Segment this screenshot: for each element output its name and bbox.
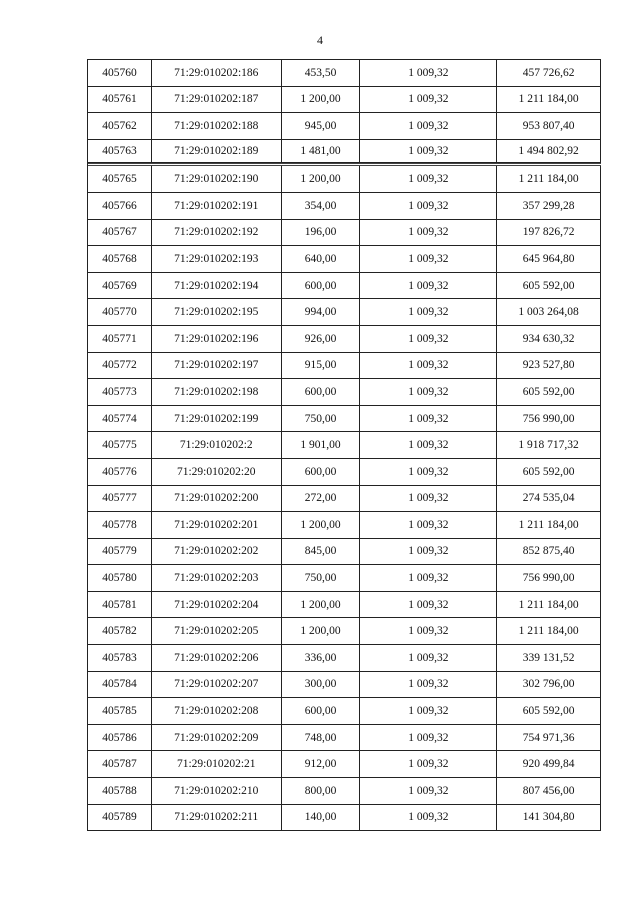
cell-value: 605 592,00: [497, 379, 601, 406]
cell-value: 1 211 184,00: [497, 166, 601, 193]
table-row: [88, 140, 601, 167]
cell-value: 923 527,80: [497, 353, 601, 380]
table-row: [88, 299, 601, 326]
cell-rate: 1 009,32: [360, 113, 497, 140]
cell-rate: 1 009,32: [360, 725, 497, 752]
cell-value: 1 211 184,00: [497, 592, 601, 619]
cell-value: 605 592,00: [497, 459, 601, 486]
cell-id: 405789: [88, 805, 152, 832]
cell-id: 405780: [88, 565, 152, 592]
cell-value: 756 990,00: [497, 565, 601, 592]
cell-cadastral-number: 71:29:010202:201: [152, 512, 282, 539]
cell-id: 405784: [88, 672, 152, 699]
cell-cadastral-number: 71:29:010202:200: [152, 486, 282, 513]
cell-rate: 1 009,32: [360, 778, 497, 805]
cell-id: 405788: [88, 778, 152, 805]
cell-id: 405785: [88, 698, 152, 725]
cell-id: 405775: [88, 432, 152, 459]
cell-value: 141 304,80: [497, 805, 601, 832]
cell-rate: 1 009,32: [360, 166, 497, 193]
cell-rate: 1 009,32: [360, 60, 497, 87]
cell-value: 645 964,80: [497, 246, 601, 273]
cell-area: 912,00: [282, 751, 361, 778]
table-row: [88, 246, 601, 273]
cell-rate: 1 009,32: [360, 539, 497, 566]
page-number: 4: [317, 33, 323, 47]
cell-rate: 1 009,32: [360, 87, 497, 114]
cell-area: 600,00: [282, 698, 361, 725]
cell-area: 272,00: [282, 486, 361, 513]
cell-value: 605 592,00: [497, 698, 601, 725]
cell-area: 453,50: [282, 60, 361, 87]
cell-id: 405766: [88, 193, 152, 220]
cell-cadastral-number: 71:29:010202:188: [152, 113, 282, 140]
cell-rate: 1 009,32: [360, 220, 497, 247]
table-row: [88, 672, 601, 699]
cell-value: 274 535,04: [497, 486, 601, 513]
cell-rate: 1 009,32: [360, 645, 497, 672]
table-row: [88, 326, 601, 353]
cell-cadastral-number: 71:29:010202:211: [152, 805, 282, 832]
cell-area: 600,00: [282, 459, 361, 486]
table-row: [88, 166, 601, 193]
table-row: [88, 725, 601, 752]
table-row: [88, 406, 601, 433]
cell-value: 1 211 184,00: [497, 87, 601, 114]
cell-rate: 1 009,32: [360, 486, 497, 513]
cell-id: 405771: [88, 326, 152, 353]
cell-value: 605 592,00: [497, 273, 601, 300]
cell-cadastral-number: 71:29:010202:198: [152, 379, 282, 406]
cell-id: 405786: [88, 725, 152, 752]
cell-cadastral-number: 71:29:010202:192: [152, 220, 282, 247]
data-table: [87, 59, 601, 831]
cell-area: 748,00: [282, 725, 361, 752]
table-row: [88, 565, 601, 592]
cell-value: 1 211 184,00: [497, 618, 601, 645]
cell-area: 1 200,00: [282, 512, 361, 539]
table-row: [88, 486, 601, 513]
cell-rate: 1 009,32: [360, 592, 497, 619]
cell-rate: 1 009,32: [360, 432, 497, 459]
cell-area: 915,00: [282, 353, 361, 380]
cell-id: 405778: [88, 512, 152, 539]
cell-value: 1 211 184,00: [497, 512, 601, 539]
cell-rate: 1 009,32: [360, 698, 497, 725]
cell-cadastral-number: 71:29:010202:204: [152, 592, 282, 619]
cell-id: 405777: [88, 486, 152, 513]
cell-value: 302 796,00: [497, 672, 601, 699]
cell-value: 1 003 264,08: [497, 299, 601, 326]
cell-value: 756 990,00: [497, 406, 601, 433]
cell-cadastral-number: 71:29:010202:207: [152, 672, 282, 699]
cell-rate: 1 009,32: [360, 565, 497, 592]
table-row: [88, 193, 601, 220]
cell-id: 405773: [88, 379, 152, 406]
cell-rate: 1 009,32: [360, 751, 497, 778]
table-row: [88, 618, 601, 645]
table-row: [88, 805, 601, 832]
cell-cadastral-number: 71:29:010202:202: [152, 539, 282, 566]
cell-id: 405762: [88, 113, 152, 140]
cell-area: 354,00: [282, 193, 361, 220]
table-row: [88, 751, 601, 778]
cell-value: 1 918 717,32: [497, 432, 601, 459]
cell-rate: 1 009,32: [360, 805, 497, 832]
cell-area: 1 200,00: [282, 166, 361, 193]
table-row: [88, 273, 601, 300]
table-row: [88, 645, 601, 672]
cell-value: 754 971,36: [497, 725, 601, 752]
cell-rate: 1 009,32: [360, 672, 497, 699]
cell-cadastral-number: 71:29:010202:194: [152, 273, 282, 300]
cell-value: 357 299,28: [497, 193, 601, 220]
cell-value: 1 494 802,92: [497, 140, 601, 164]
cell-id: 405776: [88, 459, 152, 486]
cell-area: 945,00: [282, 113, 361, 140]
table-row: [88, 60, 601, 87]
cell-cadastral-number: 71:29:010202:195: [152, 299, 282, 326]
cell-id: 405770: [88, 299, 152, 326]
cell-value: 934 630,32: [497, 326, 601, 353]
cell-cadastral-number: 71:29:010202:190: [152, 166, 282, 193]
table-row: [88, 379, 601, 406]
cell-cadastral-number: 71:29:010202:197: [152, 353, 282, 380]
cell-area: 926,00: [282, 326, 361, 353]
cell-rate: 1 009,32: [360, 299, 497, 326]
cell-area: 1 200,00: [282, 618, 361, 645]
cell-value: 852 875,40: [497, 539, 601, 566]
cell-cadastral-number: 71:29:010202:189: [152, 140, 282, 164]
cell-id: 405774: [88, 406, 152, 433]
cell-rate: 1 009,32: [360, 353, 497, 380]
cell-rate: 1 009,32: [360, 326, 497, 353]
cell-rate: 1 009,32: [360, 193, 497, 220]
cell-id: 405767: [88, 220, 152, 247]
cell-cadastral-number: 71:29:010202:21: [152, 751, 282, 778]
cell-cadastral-number: 71:29:010202:186: [152, 60, 282, 87]
cell-area: 600,00: [282, 273, 361, 300]
cell-area: 1 481,00: [282, 140, 361, 164]
table-row: [88, 459, 601, 486]
cell-cadastral-number: 71:29:010202:20: [152, 459, 282, 486]
table-row: [88, 87, 601, 114]
cell-id: 405765: [88, 166, 152, 193]
cell-id: 405782: [88, 618, 152, 645]
cell-cadastral-number: 71:29:010202:187: [152, 87, 282, 114]
cell-rate: 1 009,32: [360, 140, 497, 164]
cell-cadastral-number: 71:29:010202:193: [152, 246, 282, 273]
cell-rate: 1 009,32: [360, 246, 497, 273]
cell-value: 339 131,52: [497, 645, 601, 672]
cell-cadastral-number: 71:29:010202:191: [152, 193, 282, 220]
table-row: [88, 353, 601, 380]
cell-cadastral-number: 71:29:010202:196: [152, 326, 282, 353]
cell-cadastral-number: 71:29:010202:208: [152, 698, 282, 725]
cell-area: 1 200,00: [282, 87, 361, 114]
table-row: [88, 432, 601, 459]
cell-area: 994,00: [282, 299, 361, 326]
cell-area: 336,00: [282, 645, 361, 672]
cell-cadastral-number: 71:29:010202:203: [152, 565, 282, 592]
cell-value: 953 807,40: [497, 113, 601, 140]
table-row: [88, 778, 601, 805]
cell-id: 405760: [88, 60, 152, 87]
cell-id: 405781: [88, 592, 152, 619]
cell-id: 405769: [88, 273, 152, 300]
cell-id: 405783: [88, 645, 152, 672]
table-row: [88, 220, 601, 247]
cell-id: 405768: [88, 246, 152, 273]
table-row: [88, 539, 601, 566]
cell-cadastral-number: 71:29:010202:209: [152, 725, 282, 752]
cell-area: 750,00: [282, 565, 361, 592]
cell-value: 197 826,72: [497, 220, 601, 247]
cell-area: 1 901,00: [282, 432, 361, 459]
cell-cadastral-number: 71:29:010202:210: [152, 778, 282, 805]
table-row: [88, 512, 601, 539]
cell-cadastral-number: 71:29:010202:206: [152, 645, 282, 672]
cell-value: 457 726,62: [497, 60, 601, 87]
cell-area: 196,00: [282, 220, 361, 247]
cell-rate: 1 009,32: [360, 459, 497, 486]
cell-value: 807 456,00: [497, 778, 601, 805]
cell-id: 405763: [88, 140, 152, 164]
cell-id: 405787: [88, 751, 152, 778]
table-row: [88, 592, 601, 619]
cell-area: 750,00: [282, 406, 361, 433]
cell-rate: 1 009,32: [360, 379, 497, 406]
cell-cadastral-number: 71:29:010202:205: [152, 618, 282, 645]
cell-rate: 1 009,32: [360, 273, 497, 300]
cell-area: 140,00: [282, 805, 361, 832]
cell-cadastral-number: 71:29:010202:199: [152, 406, 282, 433]
cell-area: 1 200,00: [282, 592, 361, 619]
cell-id: 405761: [88, 87, 152, 114]
cell-rate: 1 009,32: [360, 406, 497, 433]
cell-area: 845,00: [282, 539, 361, 566]
cell-id: 405779: [88, 539, 152, 566]
cell-area: 300,00: [282, 672, 361, 699]
cell-cadastral-number: 71:29:010202:2: [152, 432, 282, 459]
cell-rate: 1 009,32: [360, 618, 497, 645]
table-row: [88, 698, 601, 725]
cell-area: 800,00: [282, 778, 361, 805]
cell-area: 600,00: [282, 379, 361, 406]
table-row: [88, 113, 601, 140]
cell-id: 405772: [88, 353, 152, 380]
cell-area: 640,00: [282, 246, 361, 273]
cell-rate: 1 009,32: [360, 512, 497, 539]
cell-value: 920 499,84: [497, 751, 601, 778]
